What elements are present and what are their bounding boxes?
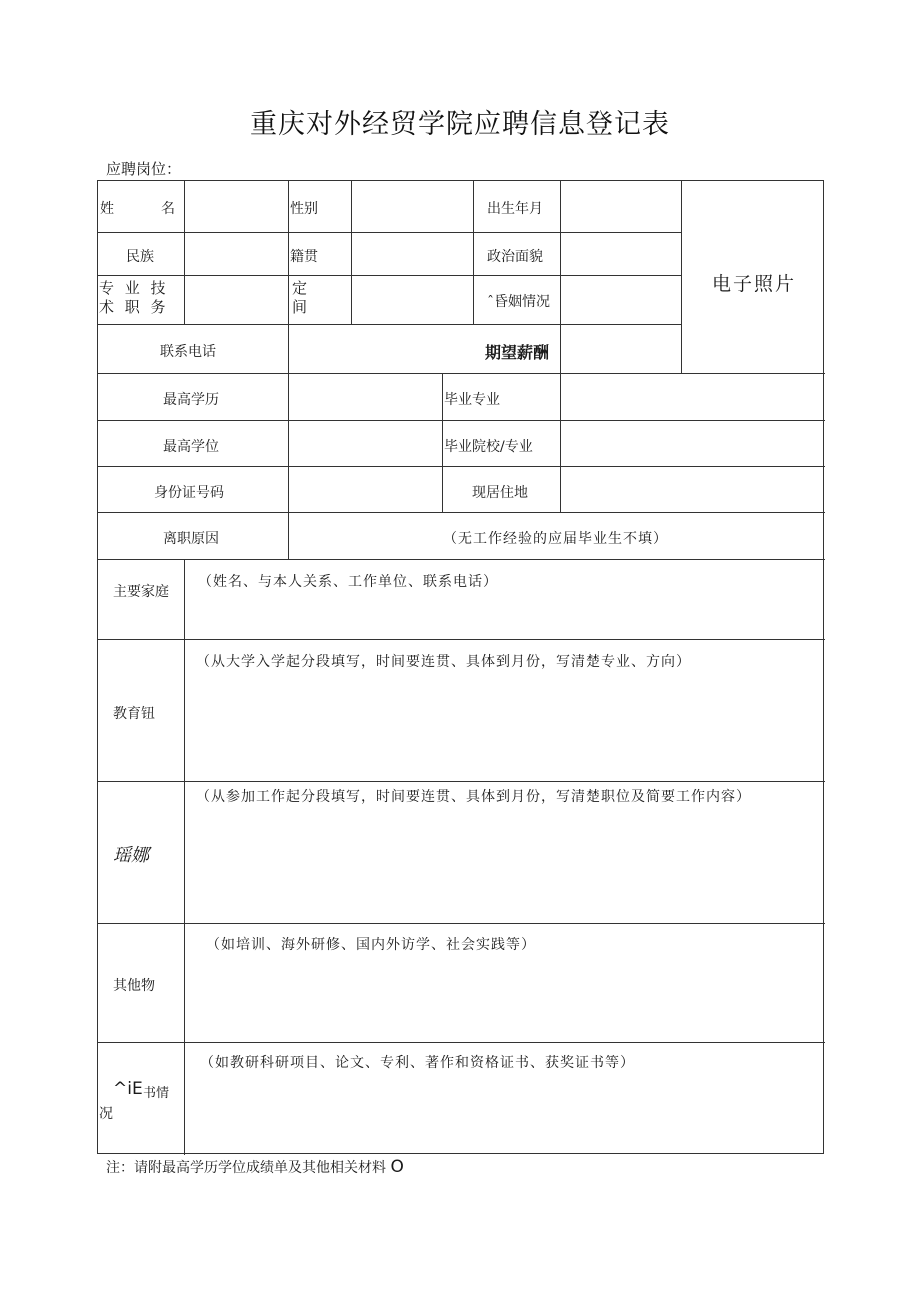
phone-label: 联系电话	[160, 344, 216, 360]
phone-input-cell[interactable]	[289, 325, 472, 372]
highest-education-input-cell[interactable]	[289, 374, 441, 419]
name-label-part1: 姓	[100, 201, 114, 217]
applied-position-label: 应聘岗位：	[106, 160, 182, 178]
id-number-input-cell[interactable]	[289, 467, 441, 511]
col-divider	[442, 373, 443, 512]
native-place-input-cell[interactable]	[352, 233, 472, 274]
col-divider	[473, 181, 474, 324]
graduation-major-input-cell[interactable]	[561, 374, 823, 419]
political-status-input-cell[interactable]	[561, 233, 680, 274]
professional-title-input-cell[interactable]	[185, 276, 287, 323]
education-hint: （从大学入学起分段填写，时间要连贯、具体到月份，写清楚专业、方向）	[196, 654, 691, 670]
form-title: 重庆对外经贸学院应聘信息登记表	[250, 109, 670, 140]
salary-label: 期望薪酬	[485, 343, 550, 362]
footer-note	[106, 1157, 404, 1177]
footer-note-text: 注：请附最高学历学位成绩单及其他相关材料	[106, 1160, 386, 1176]
highest-education-label: 最高学历	[163, 392, 219, 408]
birth-input-cell[interactable]	[561, 182, 680, 231]
footer-note-mark: O	[390, 1157, 404, 1177]
address-label: 现居住地	[472, 485, 528, 501]
gender-label: 性别	[290, 201, 318, 217]
birth-label: 出生年月	[487, 201, 543, 217]
highest-degree-input-cell[interactable]	[289, 421, 441, 465]
leave-reason-hint: （无工作经验的应届毕业生不填）	[443, 531, 668, 547]
other-label: 其他物	[113, 978, 155, 994]
partial-field-input-cell[interactable]	[352, 276, 472, 323]
political-status-label: 政治面貌	[487, 249, 543, 265]
work-label: 瑶娜	[113, 845, 149, 866]
marriage-label: ˆ昏姻情况	[487, 294, 550, 310]
partial-label-line2: 间	[292, 298, 308, 316]
research-label-part3: 况	[99, 1106, 113, 1122]
native-place-label: 籍贯	[290, 249, 318, 265]
professional-title-label-line2: 术 职 务	[99, 298, 169, 316]
gender-input-cell[interactable]	[352, 182, 472, 231]
graduation-school-input-cell[interactable]	[561, 421, 823, 465]
research-label-part1: ^iE	[113, 1079, 143, 1099]
name-input-cell[interactable]	[185, 182, 287, 231]
professional-title-label-line1: 专 业 技	[99, 279, 169, 297]
family-label: 主要家庭	[113, 584, 169, 600]
id-number-label: 身份证号码	[154, 485, 224, 501]
leave-reason-label: 离职原因	[163, 531, 219, 547]
highest-degree-label: 最高学位	[163, 439, 219, 455]
ethnicity-input-cell[interactable]	[185, 233, 287, 274]
marriage-input-cell[interactable]	[561, 276, 680, 323]
address-input-cell[interactable]	[561, 467, 823, 511]
salary-input-cell[interactable]	[561, 325, 680, 372]
registration-form-table	[97, 180, 824, 1154]
graduation-major-label: 毕业专业	[444, 392, 500, 408]
partial-label-line1: 定	[292, 279, 308, 297]
research-label-part2: 书情	[143, 1086, 170, 1101]
family-hint: （姓名、与本人关系、工作单位、联系电话）	[198, 574, 498, 590]
other-hint: （如培训、海外研修、国内外访学、社会实践等）	[206, 937, 536, 953]
col-divider	[288, 181, 289, 324]
ethnicity-label: 民族	[126, 249, 154, 265]
photo-placeholder: 电子照片	[712, 273, 797, 295]
graduation-school-label: 毕业院校/专业	[444, 439, 533, 455]
work-hint: （从参加工作起分段填写，时间要连贯、具体到月份，写清楚职位及简要工作内容）	[196, 789, 751, 805]
education-label: 教育钮	[113, 706, 155, 722]
name-label-part2: 名	[161, 201, 175, 217]
research-hint: （如教研科研项目、论文、专利、著作和资格证书、获奖证书等）	[200, 1055, 635, 1071]
